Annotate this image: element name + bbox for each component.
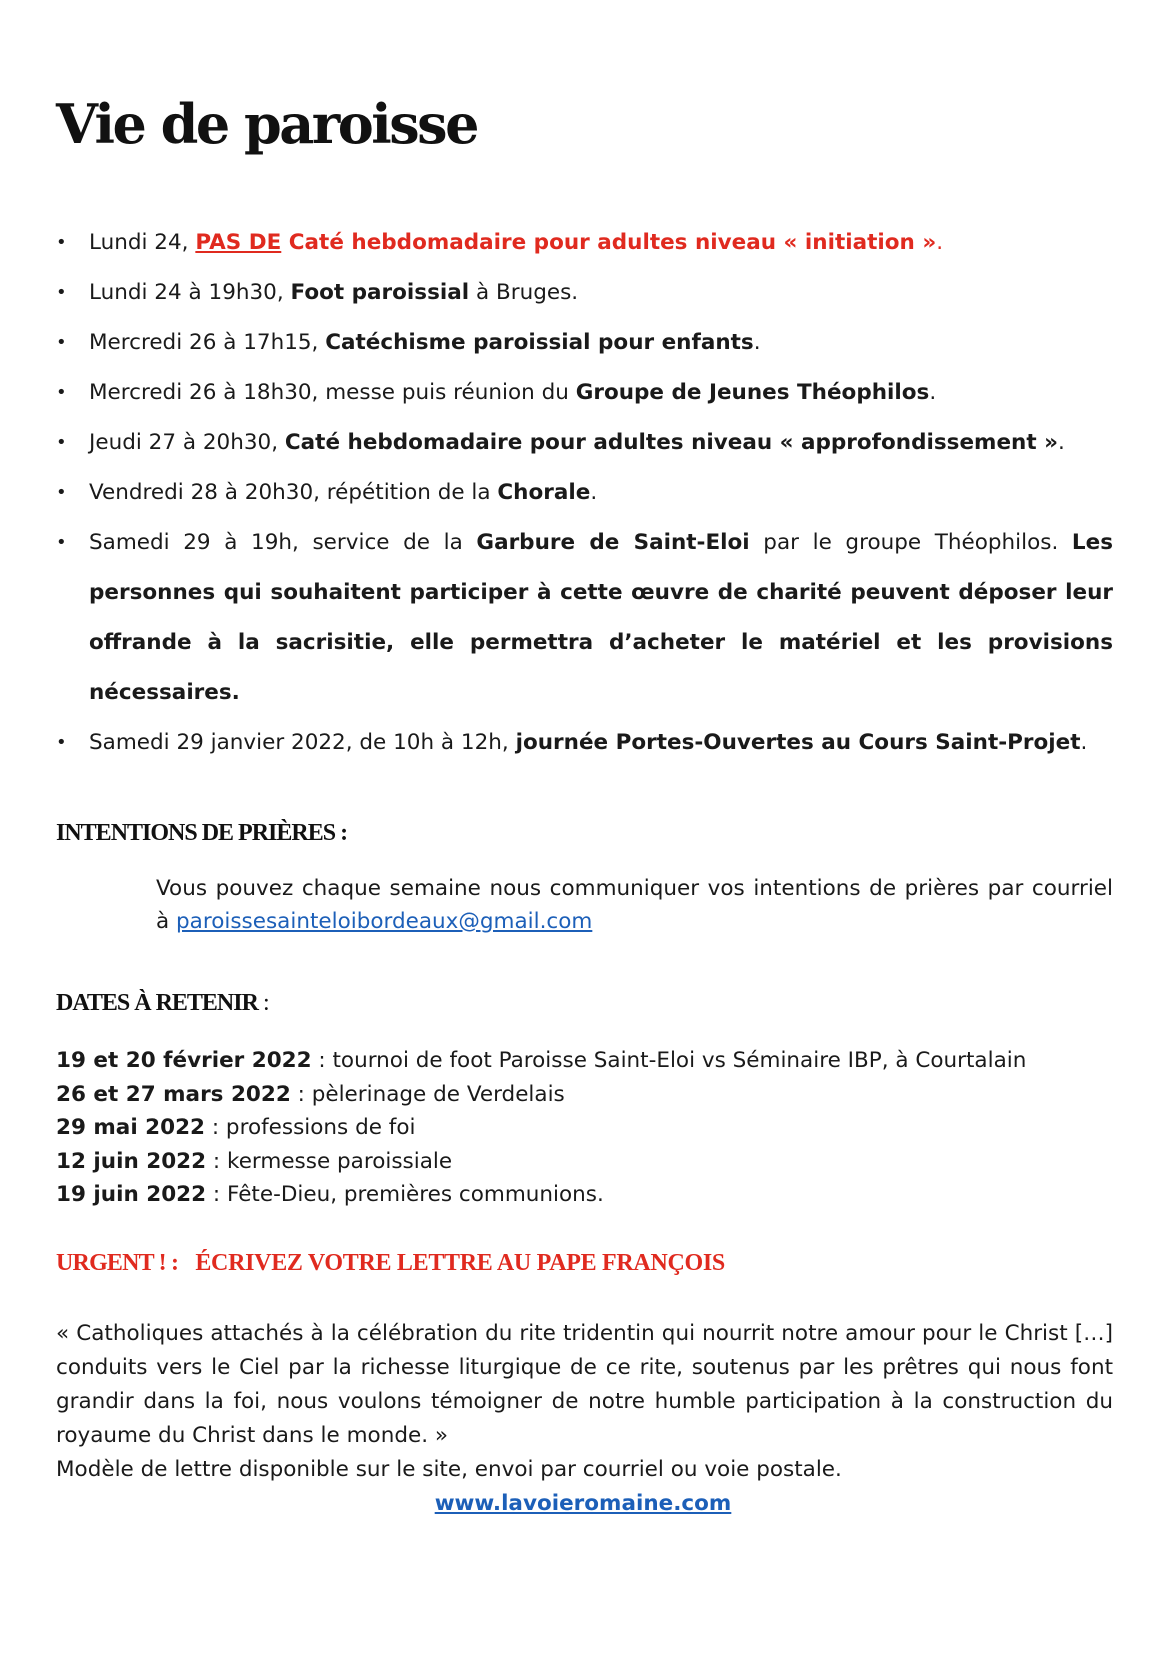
bullet-icon: • (56, 282, 67, 303)
urgent-label: URGENT ! : (56, 1250, 179, 1276)
event-item (56, 518, 1113, 718)
date-text: : pèlerinage de Verdelais (290, 1081, 565, 1107)
event-appeal: Les personnes qui souhaitent participer à cette œuvre de charité peuvent déposer leur offrande à la sacrisitie, elle permettra d’acheter le matériel et les provisions nécessaires. (89, 530, 1113, 705)
event-text: Lundi 24, (89, 230, 196, 255)
events-list (56, 218, 1113, 768)
prayers-text (156, 872, 1113, 938)
event-title: Foot paroissial (290, 280, 470, 305)
event-item (56, 268, 1113, 318)
date-label: 29 mai 2022 (56, 1115, 206, 1140)
dates-heading-colon: : (257, 990, 269, 1016)
date-text: : tournoi de foot Paroisse Saint-Eloi vs Séminaire IBP, à Courtalain (311, 1048, 1027, 1073)
event-suffix: . (753, 330, 761, 355)
event-item (56, 218, 1113, 268)
event-title: journée Portes-Ouvertes au Cours Saint-Projet (515, 730, 1081, 755)
letter-quote: « Catholiques attachés à la célébration du rite tridentin qui nourrit notre amour pour le Christ […] conduits vers le Ciel par la richesse liturgique de ce rite, soutenus par les prêtres qui nous font grandir dans la foi, nous voulons témoigner de notre humble participation à la construction du royaume du Christ dans le monde. » (56, 1321, 1113, 1448)
event-suffix: . (1057, 430, 1065, 455)
date-item (56, 1178, 1116, 1212)
date-item (56, 1044, 1116, 1078)
urgent-heading (56, 1250, 725, 1277)
bullet-icon: • (56, 432, 67, 453)
email-link[interactable]: paroissesainteloibordeaux@gmail.com (176, 909, 593, 934)
date-label: 26 et 27 mars 2022 (56, 1081, 291, 1107)
event-text-middle: par le groupe Théophilos. (749, 530, 1072, 555)
event-title: Catéchisme paroissial pour enfants (325, 330, 754, 355)
event-title: Caté hebdomadaire pour adultes niveau « initiation » (281, 230, 937, 255)
urgent-title: ÉCRIVEZ VOTRE LETTRE AU PAPE FRANÇOIS (195, 1250, 725, 1276)
event-text: Samedi 29 janvier 2022, de 10h à 12h, (89, 730, 516, 755)
date-label: 19 juin 2022 (56, 1182, 207, 1207)
event-item (56, 418, 1113, 468)
date-item (56, 1145, 1116, 1179)
dates-heading (56, 990, 269, 1017)
event-suffix: . (590, 480, 598, 505)
event-text: Vendredi 28 à 20h30, répétition de la (89, 480, 498, 505)
website-line (0, 1487, 1166, 1521)
event-item (56, 368, 1113, 418)
event-end: . (936, 230, 944, 255)
date-text: : professions de foi (205, 1115, 416, 1140)
event-text: Mercredi 26 à 18h30, messe puis réunion du (89, 380, 576, 405)
event-suffix: . (929, 380, 937, 405)
bullet-icon: • (56, 532, 67, 553)
event-text: Lundi 24 à 19h30, (89, 280, 291, 305)
event-suffix: . (1080, 730, 1088, 755)
page-title: Vie de paroisse (56, 92, 477, 156)
bullet-icon: • (56, 732, 67, 753)
event-suffix: à Bruges. (469, 280, 579, 305)
date-text: : Fête-Dieu, premières communions. (206, 1182, 604, 1207)
date-item (56, 1111, 1116, 1145)
bullet-icon: • (56, 332, 67, 353)
event-item (56, 718, 1113, 768)
event-title: Groupe de Jeunes Théophilos (575, 380, 930, 405)
event-item (56, 318, 1113, 368)
bullet-icon: • (56, 232, 67, 253)
website-link[interactable]: www.lavoieromaine.com (434, 1491, 732, 1516)
date-text: : kermesse paroissiale (206, 1148, 453, 1174)
event-text: Mercredi 26 à 17h15, (89, 330, 326, 355)
bullet-icon: • (56, 482, 67, 503)
bullet-icon: • (56, 382, 67, 403)
event-title: Garbure de Saint-Eloi (476, 530, 750, 555)
event-text: Samedi 29 à 19h, service de la (89, 530, 477, 555)
date-label: 19 et 20 février 2022 (56, 1048, 312, 1073)
dates-heading-label: DATES À RETENIR (56, 990, 258, 1016)
prayers-heading: INTENTIONS DE PRIÈRES : (56, 820, 348, 846)
event-title: Caté hebdomadaire pour adultes niveau « approfondissement » (284, 430, 1058, 455)
dates-list (56, 1044, 1116, 1212)
event-item (56, 468, 1113, 518)
event-cancel-notice: PAS DE (195, 230, 282, 255)
event-text: Jeudi 27 à 20h30, (89, 430, 285, 455)
event-title: Chorale (497, 480, 591, 505)
date-item (56, 1078, 1116, 1112)
letter-model-note: Modèle de lettre disponible sur le site, envoi par courriel ou voie postale. (56, 1457, 842, 1482)
prayers-body: Vous pouvez chaque semaine nous communiquer vos intentions de prières par courriel à (156, 876, 1113, 934)
date-label: 12 juin 2022 (56, 1148, 207, 1174)
